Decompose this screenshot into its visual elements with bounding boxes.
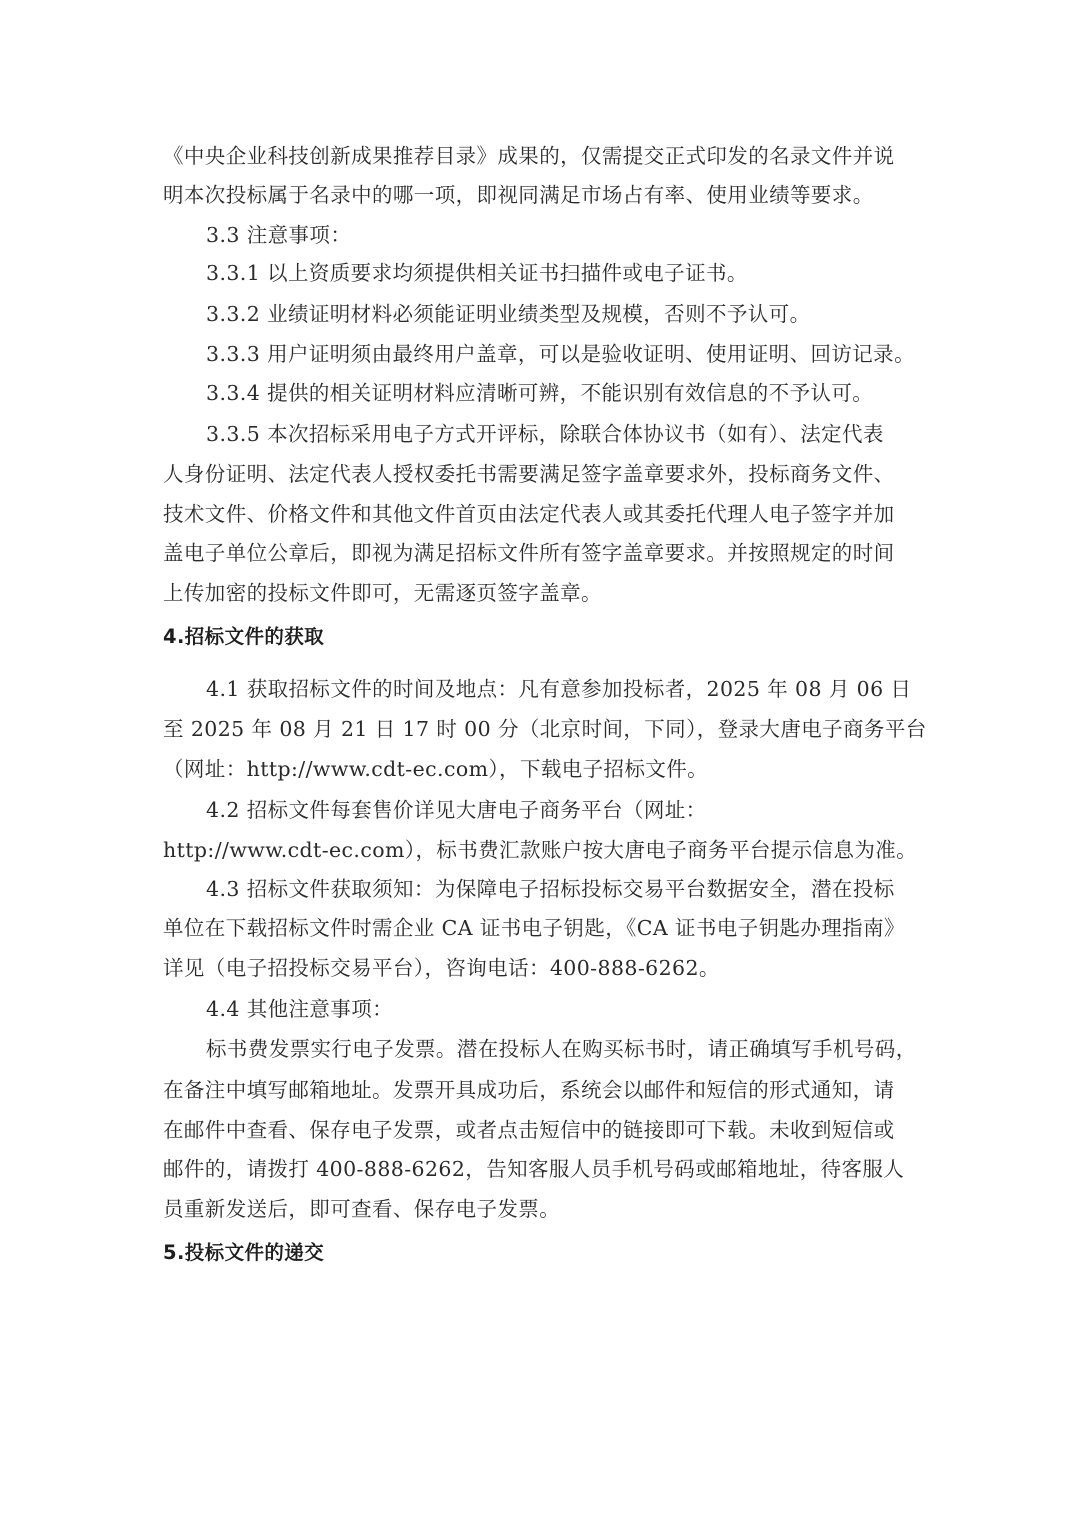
- paragraph-line: 明本次投标属于名录中的哪一项，即视同满足市场占有率、使用业绩等要求。: [163, 183, 874, 207]
- item-4-4-line: 邮件的，请拨打 400-888-6262，告知客服人员手机号码或邮箱地址，待客服人: [163, 1157, 905, 1181]
- item-3-3-4: 3.3.4 提供的相关证明材料应清晰可辨，不能识别有效信息的不予认可。: [206, 381, 874, 405]
- item-4-3-line: 详见（电子招投标交易平台），咨询电话：400-888-6262。: [163, 956, 720, 980]
- item-3-3-2: 3.3.2 业绩证明材料必须能证明业绩类型及规模，否则不予认可。: [206, 302, 811, 326]
- item-3-3-3: 3.3.3 用户证明须由最终用户盖章，可以是验收证明、使用证明、回访记录。: [206, 342, 915, 366]
- item-4-1-line: 至 2025 年 08 月 21 日 17 时 00 分（北京时间，下同），登录大唐电子商务平台: [163, 717, 927, 741]
- item-3-3-5-line: 人身份证明、法定代表人授权委托书需要满足签字盖章要求外，投标商务文件、: [163, 462, 895, 486]
- item-3-3-5-line: 技术文件、价格文件和其他文件首页由法定代表人或其委托代理人电子签字并加: [163, 502, 895, 526]
- item-3-3-5-line: 盖电子单位公章后，即视为满足招标文件所有签字盖章要求。并按照规定的时间: [163, 541, 895, 565]
- item-4-3-line: 单位在下载招标文件时需企业 CA 证书电子钥匙，《CA 证书电子钥匙办理指南》: [163, 916, 905, 940]
- paragraph-line: 《中央企业科技创新成果推荐目录》成果的，仅需提交正式印发的名录文件并说: [163, 144, 895, 168]
- item-4-2-line: 4.2 招标文件每套售价详见大唐电子商务平台（网址：: [206, 798, 707, 822]
- section-5-heading: 5.投标文件的递交: [163, 1241, 325, 1264]
- item-3-3-5-line: 3.3.5 本次招标采用电子方式开评标，除联合体协议书（如有）、法定代表: [206, 422, 884, 446]
- item-4-4-line: 标书费发票实行电子发票。潜在投标人在购买标书时，请正确填写手机号码，: [206, 1037, 917, 1061]
- item-4-4-title: 4.4 其他注意事项：: [206, 997, 394, 1021]
- item-3-3-5-line: 上传加密的投标文件即可，无需逐页签字盖章。: [163, 581, 602, 605]
- item-4-1-line: 4.1 获取招标文件的时间及地点：凡有意参加投标者，2025 年 08 月 06 日: [206, 677, 912, 701]
- item-4-4-line: 在邮件中查看、保存电子发票，或者点击短信中的链接即可下载。未收到短信或: [163, 1118, 895, 1142]
- item-4-2-line: http://www.cdt-ec.com），标书费汇款账户按大唐电子商务平台提示信息为准。: [163, 838, 918, 862]
- item-4-3-line: 4.3 招标文件获取须知：为保障电子招标投标交易平台数据安全，潜在投标: [206, 877, 895, 901]
- item-4-4-line: 在备注中填写邮箱地址。发票开具成功后，系统会以邮件和短信的形式通知，请: [163, 1078, 895, 1102]
- item-4-4-line: 员重新发送后，即可查看、保存电子发票。: [163, 1197, 561, 1221]
- item-4-1-line: （网址：http://www.cdt-ec.com），下载电子招标文件。: [163, 757, 709, 781]
- section-3-3-title: 3.3 注意事项：: [206, 223, 352, 247]
- section-4-heading: 4.招标文件的获取: [163, 625, 325, 648]
- item-3-3-1: 3.3.1 以上资质要求均须提供相关证书扫描件或电子证书。: [206, 261, 748, 285]
